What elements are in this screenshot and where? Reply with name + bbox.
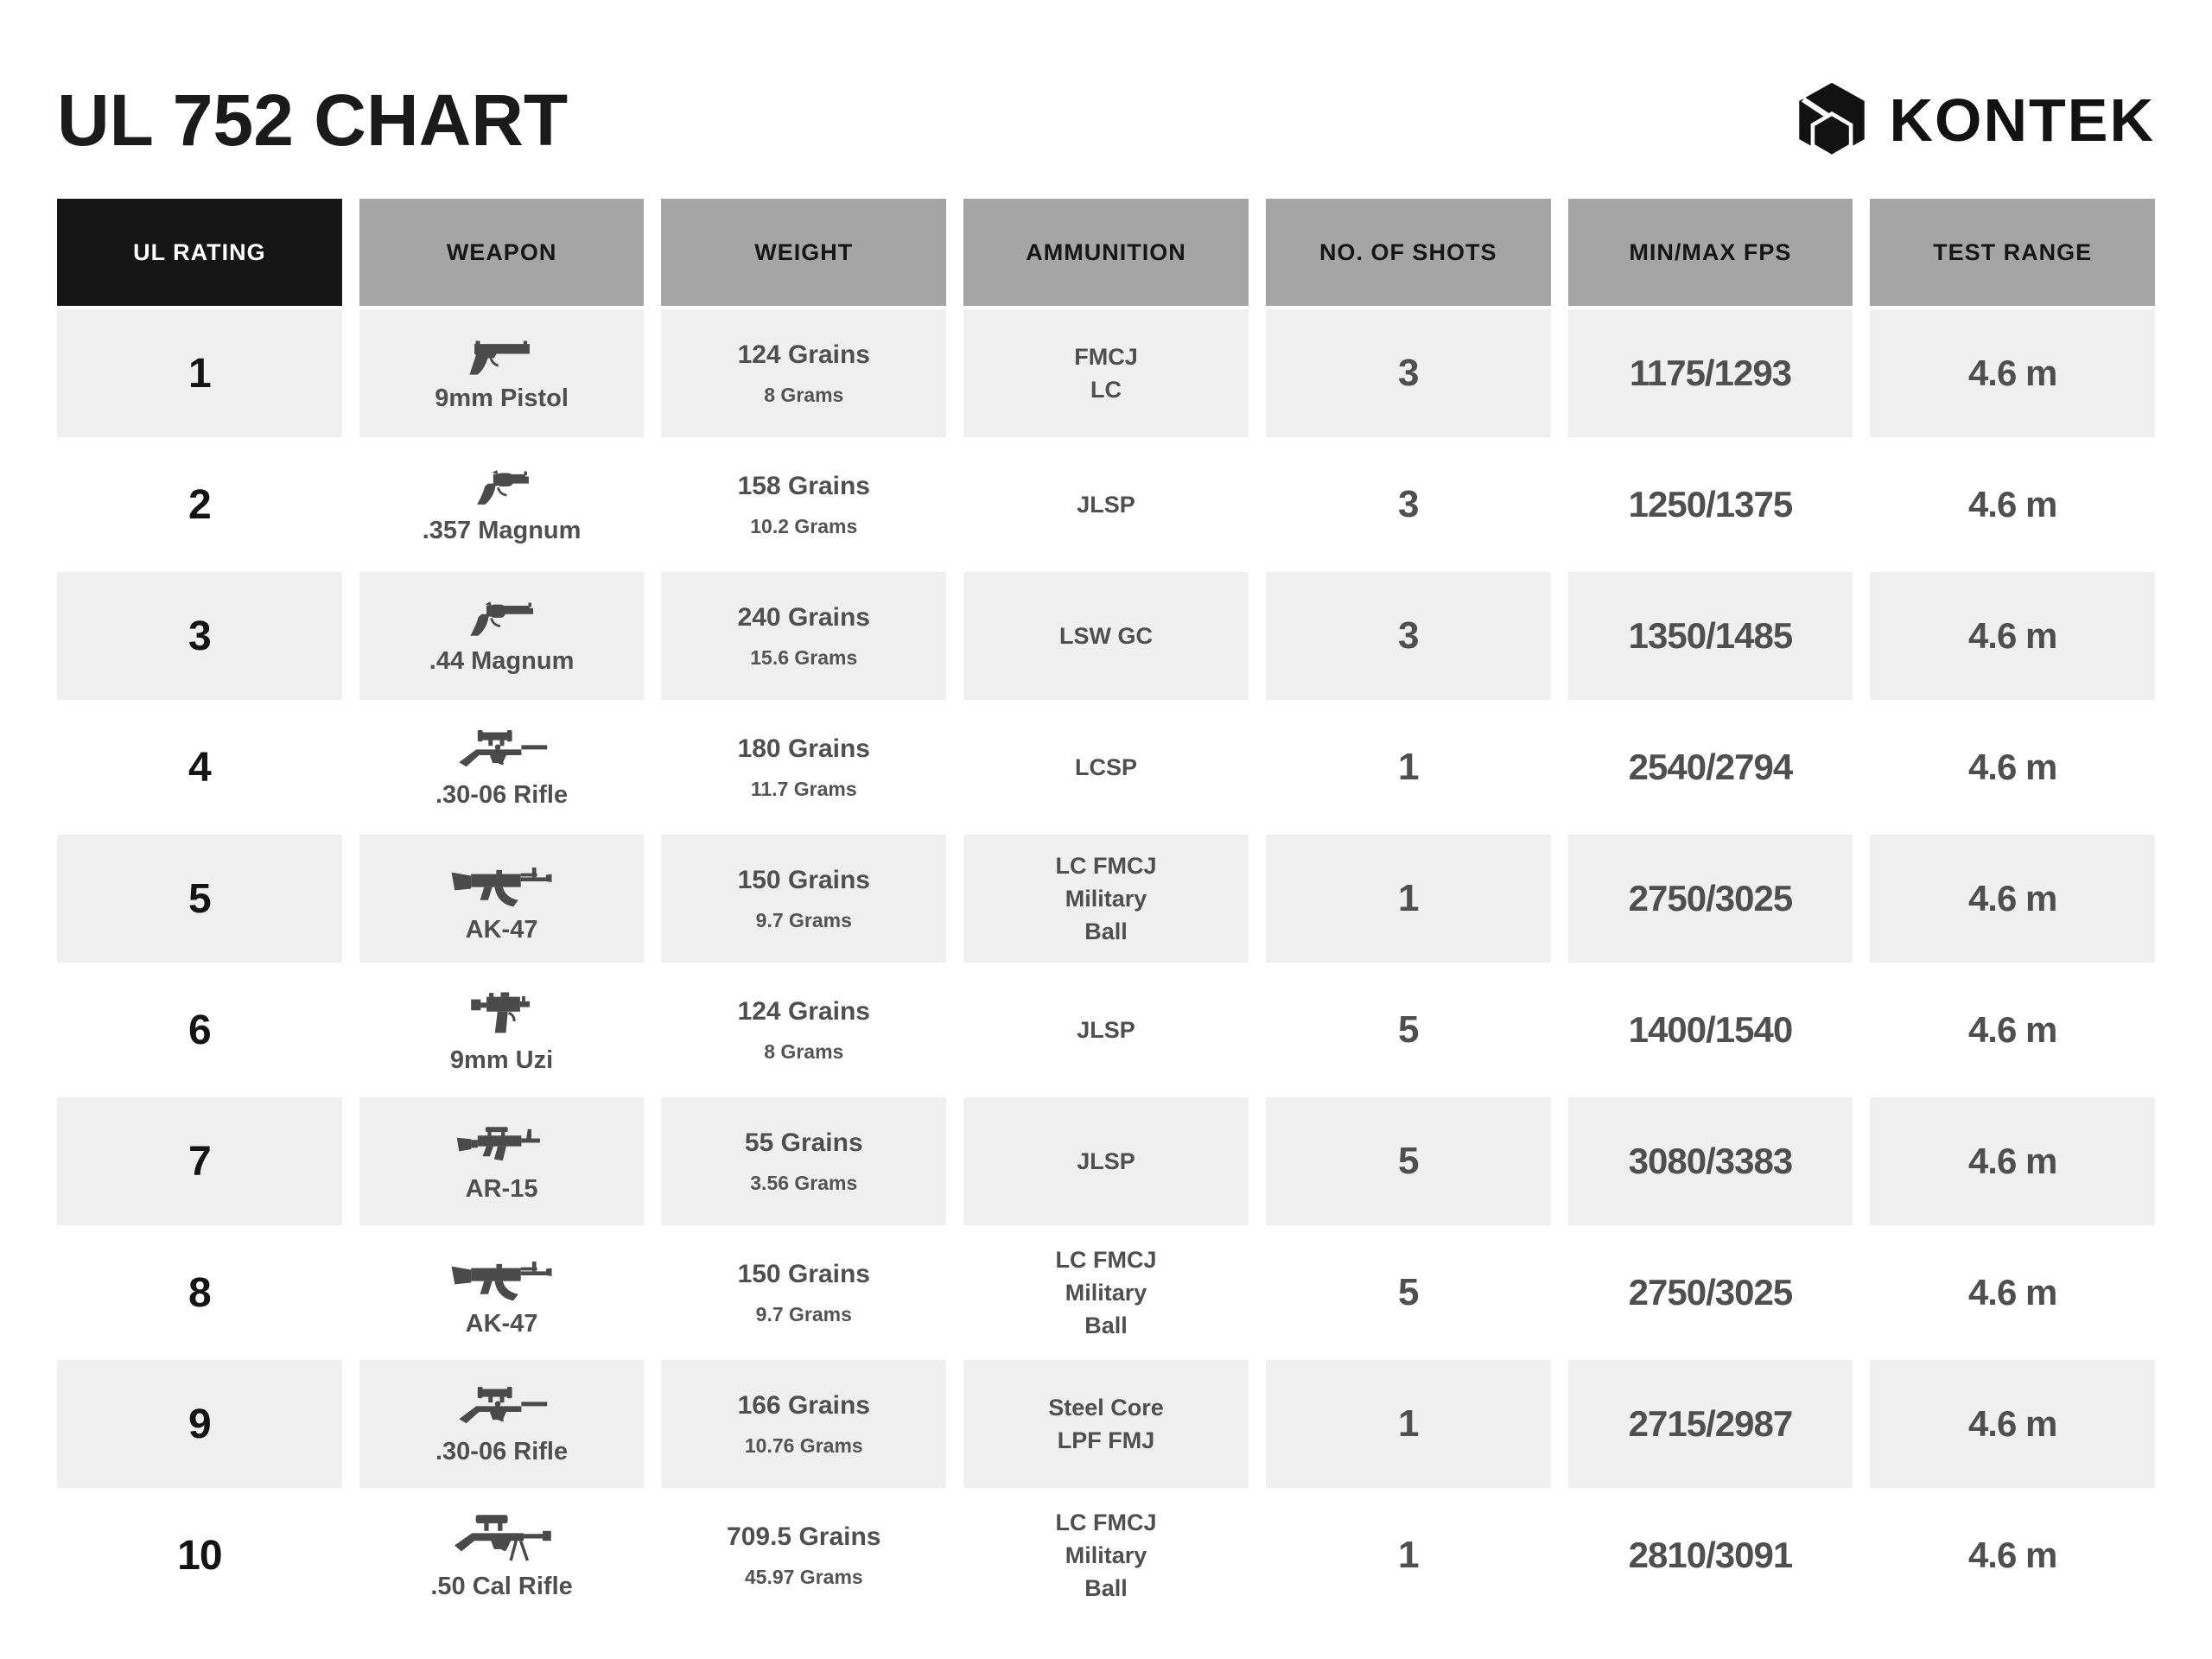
ammunition-line: FMCJ [1074, 343, 1138, 370]
pistol-icon [468, 334, 536, 379]
cell-weapon [359, 1229, 645, 1357]
cell-ammunition [963, 1360, 1249, 1488]
weapon-name: .30-06 Rifle [435, 780, 569, 809]
cell-weight [661, 966, 946, 1094]
fps-value: 2750/3025 [1628, 1272, 1793, 1313]
cell-rating [57, 572, 342, 700]
ak47-icon [448, 854, 556, 911]
cell-ammunition [963, 572, 1249, 700]
cell-test-range [1870, 1491, 2155, 1619]
kontek-logo [1792, 80, 2155, 160]
header-test-range: TEST RANGE [1870, 199, 2155, 306]
weight-grams: 8 Grams [764, 1039, 844, 1063]
fps-value: 1400/1540 [1628, 1009, 1793, 1050]
cell-weight [661, 703, 946, 831]
shots-value: 1 [1397, 1534, 1419, 1576]
cell-ammunition [963, 1491, 1249, 1619]
cell-rating [57, 1097, 342, 1225]
topbar [57, 0, 2155, 171]
cell-ammunition [963, 441, 1249, 569]
header-weight: WEIGHT [661, 199, 946, 306]
rating-value: 6 [188, 1007, 211, 1053]
cell-weapon [359, 1097, 645, 1225]
cal50-rifle-icon [445, 1510, 559, 1567]
cell-fps [1568, 1360, 1853, 1488]
logo-text: KONTEK [1889, 86, 2155, 154]
ammunition-line: Military [1065, 885, 1147, 912]
cell-fps [1568, 703, 1853, 831]
cell-rating [57, 966, 342, 1094]
cell-weapon [359, 835, 645, 963]
weapon-name: AK-47 [465, 1309, 538, 1338]
cell-rating [57, 441, 342, 569]
fps-value: 1250/1375 [1628, 484, 1793, 524]
cell-weapon [359, 1360, 645, 1488]
cell-test-range [1870, 309, 2155, 437]
ammunition-line: JLSP [1077, 491, 1135, 518]
cell-shots [1266, 1360, 1551, 1488]
cell-rating [57, 1229, 342, 1357]
weight-grains: 240 Grains [737, 602, 870, 632]
cell-shots [1266, 966, 1551, 1094]
range-value: 4.6 m [1967, 353, 2057, 393]
weight-grams: 10.2 Grams [750, 514, 858, 537]
weight-grams: 10.76 Grams [744, 1433, 863, 1457]
range-value: 4.6 m [1967, 615, 2057, 656]
shots-value: 1 [1397, 1402, 1419, 1445]
header-weapon: WEAPON [359, 199, 645, 306]
revolver-snub-icon [470, 465, 534, 512]
cell-shots [1266, 703, 1551, 831]
weapon-name: AK-47 [465, 915, 538, 944]
shots-value: 3 [1397, 483, 1419, 525]
shots-value: 3 [1397, 352, 1419, 394]
cell-shots [1266, 309, 1551, 437]
cell-ammunition [963, 1097, 1249, 1225]
cell-fps [1568, 309, 1853, 437]
range-value: 4.6 m [1967, 1535, 2057, 1575]
ammunition-line: LC FMCJ [1055, 1509, 1157, 1535]
cell-fps [1568, 572, 1853, 700]
header-no-of-shots: NO. OF SHOTS [1266, 199, 1551, 306]
kontek-cube-icon [1792, 80, 1872, 160]
rating-value: 9 [188, 1401, 211, 1447]
shots-value: 5 [1397, 1271, 1419, 1313]
weapon-name: .357 Magnum [422, 516, 582, 544]
range-value: 4.6 m [1967, 1009, 2057, 1050]
fps-value: 2750/3025 [1628, 878, 1793, 918]
uzi-icon [467, 986, 537, 1041]
cell-weight [661, 309, 946, 437]
rating-value: 10 [177, 1532, 222, 1579]
cell-shots [1266, 1097, 1551, 1225]
cell-weapon [359, 703, 645, 831]
weight-grains: 150 Grains [737, 865, 870, 894]
weight-grams: 8 Grams [764, 383, 844, 406]
cell-ammunition [963, 1229, 1249, 1357]
weapon-name: .44 Magnum [429, 646, 575, 675]
fps-value: 3080/3383 [1628, 1141, 1793, 1181]
cell-test-range [1870, 966, 2155, 1094]
ammunition-line: LC FMCJ [1055, 1246, 1157, 1273]
revolver-long-icon [465, 597, 539, 642]
shots-value: 1 [1397, 877, 1419, 919]
shots-value: 5 [1397, 1140, 1419, 1182]
cell-shots [1266, 1229, 1551, 1357]
weight-grams: 9.7 Grams [755, 1302, 852, 1325]
rating-value: 5 [188, 875, 211, 922]
header-min-max-fps: MIN/MAX FPS [1568, 199, 1853, 306]
header-ammunition: AMMUNITION [963, 199, 1249, 306]
ammunition-line: Ball [1084, 918, 1128, 945]
weight-grains: 709.5 Grains [727, 1522, 881, 1551]
rating-value: 7 [188, 1138, 211, 1185]
ammunition-line: JLSP [1077, 1147, 1135, 1174]
ammunition-line: Steel Core [1048, 1394, 1164, 1421]
rating-value: 3 [188, 613, 211, 659]
cell-shots [1266, 572, 1551, 700]
range-value: 4.6 m [1967, 878, 2057, 918]
ammunition-line: JLSP [1077, 1016, 1135, 1043]
cell-fps [1568, 1097, 1853, 1225]
weight-grains: 55 Grains [744, 1128, 863, 1157]
ammunition-line: Military [1065, 1541, 1147, 1568]
range-value: 4.6 m [1967, 747, 2057, 787]
shots-value: 1 [1397, 746, 1419, 788]
cell-ammunition [963, 309, 1249, 437]
weight-grams: 45.97 Grams [744, 1565, 863, 1588]
fps-value: 2715/2987 [1628, 1403, 1793, 1444]
cell-test-range [1870, 441, 2155, 569]
ul752-table [57, 199, 2155, 1619]
range-value: 4.6 m [1967, 1403, 2057, 1444]
ammunition-line: Ball [1084, 1575, 1128, 1602]
range-value: 4.6 m [1967, 1141, 2057, 1181]
cell-test-range [1870, 703, 2155, 831]
range-value: 4.6 m [1967, 484, 2057, 524]
rating-value: 4 [188, 744, 211, 791]
weight-grains: 158 Grains [737, 471, 870, 500]
cell-ammunition [963, 703, 1249, 831]
rating-value: 1 [188, 350, 211, 397]
cell-rating [57, 1491, 342, 1619]
cell-shots [1266, 835, 1551, 963]
cell-fps [1568, 1229, 1853, 1357]
weapon-name: 9mm Uzi [449, 1046, 554, 1074]
cell-ammunition [963, 966, 1249, 1094]
weapon-name: .50 Cal Rifle [430, 1572, 573, 1600]
cell-weight [661, 1360, 946, 1488]
shots-value: 3 [1397, 614, 1419, 657]
weight-grains: 180 Grains [737, 734, 870, 763]
cell-rating [57, 1360, 342, 1488]
cell-shots [1266, 1491, 1551, 1619]
weapon-name: 9mm Pistol [435, 384, 569, 412]
ammunition-line: LC FMCJ [1055, 852, 1157, 879]
weight-grains: 150 Grains [737, 1259, 870, 1288]
weight-grams: 11.7 Grams [750, 777, 857, 800]
fps-value: 1350/1485 [1628, 615, 1793, 656]
cell-fps [1568, 441, 1853, 569]
ar15-icon [448, 1120, 556, 1170]
header-ul-rating: UL RATING [57, 199, 342, 306]
cell-test-range [1870, 1229, 2155, 1357]
cell-weapon [359, 1491, 645, 1619]
fps-value: 2810/3091 [1628, 1535, 1793, 1575]
ammunition-line: LCSP [1074, 753, 1137, 780]
ammunition-line: LC [1090, 377, 1122, 403]
cell-weapon [359, 309, 645, 437]
rating-value: 2 [188, 481, 211, 528]
ammunition-line: Military [1065, 1279, 1147, 1306]
cell-rating [57, 309, 342, 437]
range-value: 4.6 m [1967, 1272, 2057, 1313]
cell-fps [1568, 835, 1853, 963]
ak47-icon [448, 1248, 556, 1305]
ammunition-line: LSW GC [1058, 622, 1153, 649]
scoped-rifle-icon [447, 726, 557, 776]
weight-grains: 124 Grains [737, 996, 870, 1026]
cell-test-range [1870, 572, 2155, 700]
cell-weight [661, 1229, 946, 1357]
cell-rating [57, 835, 342, 963]
cell-weapon [359, 572, 645, 700]
weight-grains: 166 Grains [737, 1390, 870, 1420]
cell-ammunition [963, 835, 1249, 963]
weight-grams: 3.56 Grams [750, 1171, 858, 1194]
cell-test-range [1870, 1360, 2155, 1488]
weight-grains: 124 Grains [737, 340, 870, 369]
cell-weight [661, 1097, 946, 1225]
rating-value: 8 [188, 1269, 211, 1316]
cell-weight [661, 441, 946, 569]
cell-fps [1568, 1491, 1853, 1619]
page-title: UL 752 CHART [57, 79, 569, 161]
cell-weapon [359, 966, 645, 1094]
cell-weight [661, 835, 946, 963]
fps-value: 2540/2794 [1628, 747, 1793, 787]
cell-fps [1568, 966, 1853, 1094]
cell-shots [1266, 441, 1551, 569]
weapon-name: AR-15 [465, 1174, 538, 1203]
cell-test-range [1870, 1097, 2155, 1225]
cell-weight [661, 572, 946, 700]
weight-grams: 15.6 Grams [750, 645, 858, 669]
cell-test-range [1870, 835, 2155, 963]
fps-value: 1175/1293 [1629, 353, 1792, 393]
cell-weapon [359, 441, 645, 569]
ammunition-line: Ball [1084, 1313, 1128, 1339]
cell-rating [57, 703, 342, 831]
weapon-name: .30-06 Rifle [435, 1437, 569, 1465]
weight-grams: 9.7 Grams [755, 908, 852, 931]
shots-value: 5 [1397, 1008, 1419, 1051]
cell-weight [661, 1491, 946, 1619]
scoped-rifle-icon [447, 1382, 557, 1433]
ammunition-line: LPF FMJ [1057, 1427, 1155, 1453]
